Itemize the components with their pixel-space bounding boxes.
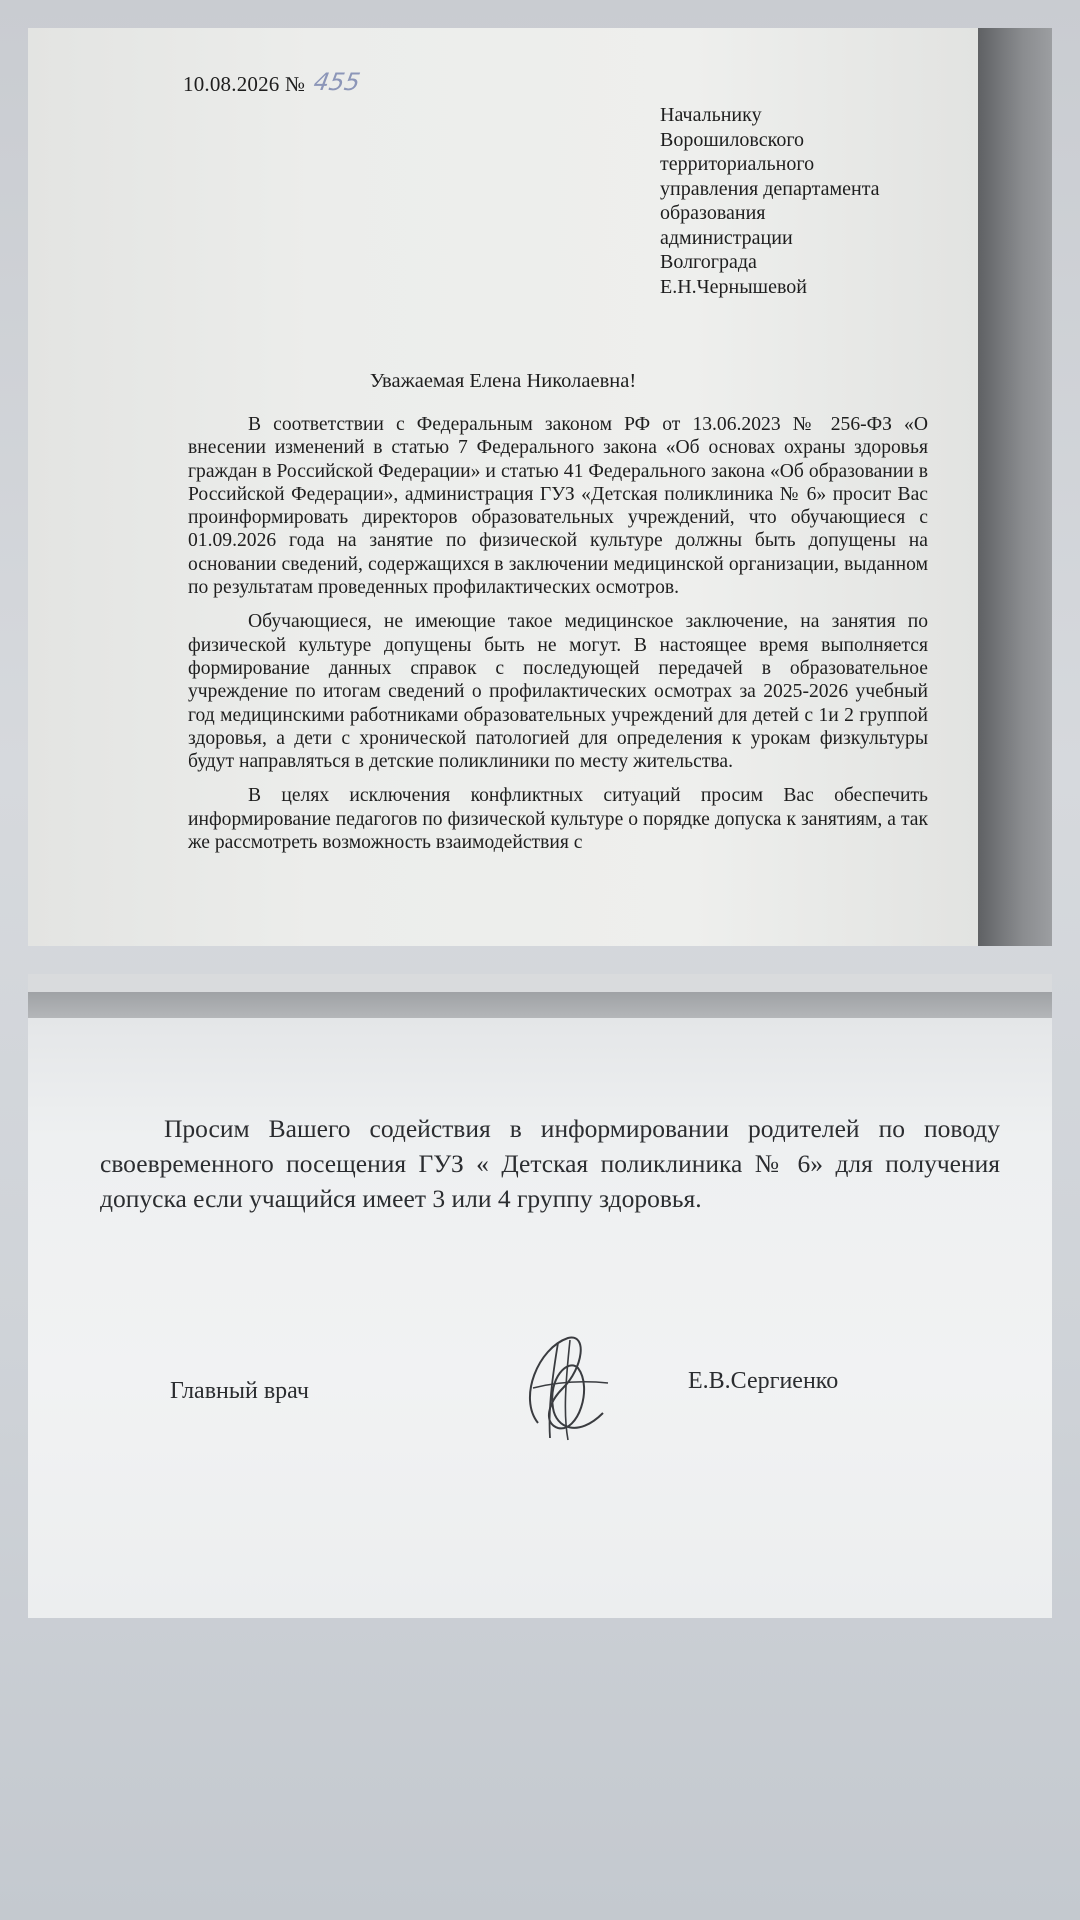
letter-date: 10.08.2026 № [183, 72, 306, 96]
letter-paper [28, 28, 978, 946]
addressee-line: образования [660, 202, 766, 224]
addressee-line: территориального [660, 153, 815, 175]
paper-edge [28, 974, 1052, 992]
body-paragraph: В соответствии с Федеральным законом РФ от 13.06.2023 № 256-ФЗ «О внесении изменений в статью 7 Федерального закона «Об основах охраны здоровья граждан в Российской Федерации» и статью 41 Федерального закона «Об образовании в Российской Федерации», администрация ГУЗ «Детская поликлиника № 6» просит Вас проинформировать директоров образовательных учреждений, что обучающиеся с 01.09.2026 года на занятие по физической культуре должны быть допущены на основании сведений, содержащихся в заключении медицинской организации, выданном по результатам проведенных профилактических осмотров. [188, 414, 928, 599]
addressee-line: Волгограда [660, 251, 757, 273]
addressee-line: Начальнику [660, 104, 762, 126]
addressee-line: управления департамента [660, 177, 880, 200]
handwritten-signature [508, 1328, 618, 1448]
letter-body [188, 413, 928, 865]
addressee-block [660, 103, 880, 299]
signatory-title: Главный врач [170, 1378, 309, 1404]
handwritten-number: 455 [311, 68, 363, 96]
request-text: Просим Вашего содействия в информировании родителей по поводу своевременного посещения ГУЗ « Детская поликлиника № 6» для получения допуска если учащийся имеет 3 или 4 группу здоровья. [100, 1114, 1000, 1213]
letter-photo-top [28, 28, 1052, 946]
addressee-line: Е.Н.Чернышевой [660, 275, 807, 298]
letter-photo-bottom [28, 974, 1052, 1618]
body-paragraph: Обучающиеся, не имеющие такое медицинское заключение, на занятия по физической культуре допущены быть не могут. В настоящее время выполняется формирование данных справок с последующей передачей в образовательное учреждение по итогам сведений о профилактических осмотрах за 2025-2026 учебный год медицинскими работниками образовательных учреждений для детей с 1и 2 группой здоровья, а дети с хронической патологией для определения к урокам физкультуры будут направляться в детские поликлиники по месту жительства. [188, 611, 928, 773]
request-paragraph [100, 1111, 1000, 1216]
greeting: Уважаемая Елена Николаевна! [369, 370, 637, 392]
addressee-line: администрации [660, 226, 793, 249]
body-paragraph: В целях исключения конфликтных ситуаций просим Вас обеспечить информирование педагогов по физической культуре о порядке допуска к занятиям, а так же рассмотреть возможность взаимодействия с [188, 785, 928, 854]
photo-shadow [978, 28, 1052, 946]
signatory-name: Е.В.Сергиенко [688, 1368, 839, 1394]
paper-edge-shadow [28, 992, 1052, 1018]
letter-paper-continuation [28, 1018, 1052, 1618]
addressee-line: Ворошиловского [660, 128, 805, 151]
